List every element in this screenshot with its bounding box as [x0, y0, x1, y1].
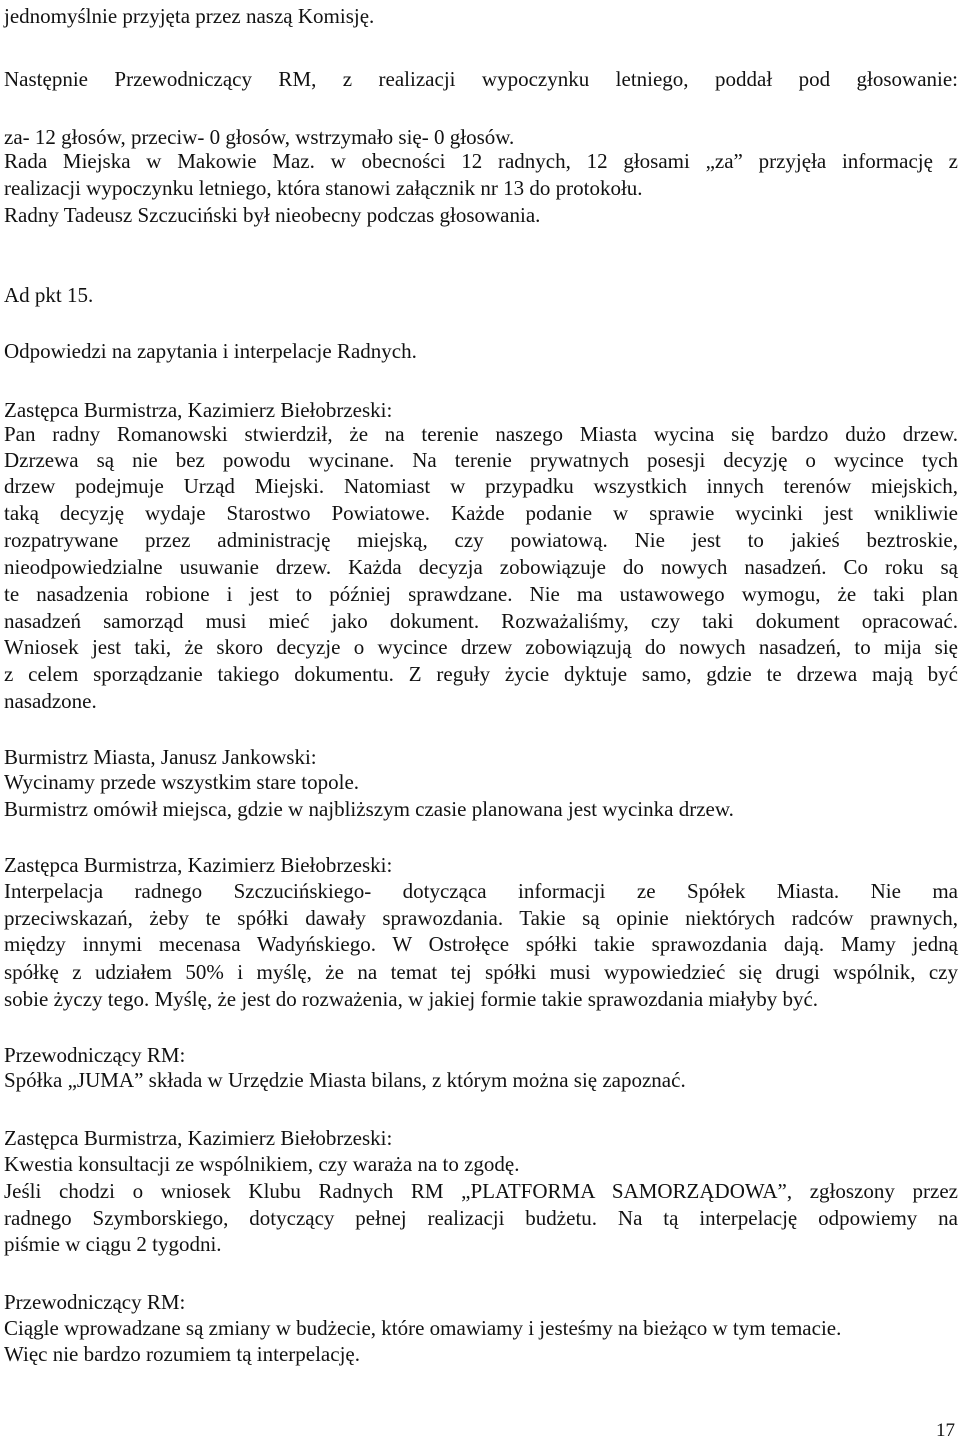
text-line: realizacji wypoczynku letniego, która stanowi załącznik nr 13 do protokołu.: [4, 176, 643, 200]
text-line: taką decyzję wydaje Starostwo Powiatowe. Każde podanie w sprawie wycinki jest wnikliwie: [4, 501, 958, 525]
text-line: nasadzeń samorząd musi mieć jako dokument. Rozważaliśmy, czy taki dokument opracować.: [4, 609, 958, 633]
speaker-label: Zastępca Burmistrza, Kazimierz Biełobrzeski:: [4, 1126, 393, 1150]
text-line: Jeśli chodzi o wniosek Klubu Radnych RM „PLATFORMA SAMORZĄDOWA”, zgłoszony przez: [4, 1179, 958, 1203]
text-line: Wycinamy przede wszystkim stare topole.: [4, 770, 360, 794]
text-line: piśmie w ciągu 2 tygodni.: [4, 1232, 222, 1256]
text-line: Więc nie bardzo rozumiem tą interpelację.: [4, 1342, 360, 1366]
text-line: Interpelacja radnego Szczucińskiego- dotycząca informacji ze Spółek Miasta. Nie ma: [4, 879, 958, 903]
speaker-label: Przewodniczący RM:: [4, 1290, 186, 1314]
text-line: Radny Tadeusz Szczuciński był nieobecny podczas głosowania.: [4, 203, 541, 227]
text-line: Wniosek jest taki, że skoro decyzje o wycince drzew zobowiązują do nowych nasadzeń, to mija się: [4, 635, 958, 659]
text-line: nieodpowiedzialne usuwanie drzew. Każda decyzja zobowiązuje do nowych nasadzeń. Co roku są: [4, 555, 958, 579]
text-line: nasadzone.: [4, 689, 97, 713]
text-line: przeciwskazań, żeby te spółki dawały sprawozdania. Takie są opinie niektórych radców prawnych,: [4, 906, 958, 930]
text-line: sobie życzy tego. Myślę, że jest do rozważenia, w jakiej formie takie sprawozdania miałyby być.: [4, 987, 819, 1011]
page-number: 17: [936, 1420, 955, 1441]
text-line: Spółka „JUMA” składa w Urzędzie Miasta bilans, z którym można się zapoznać.: [4, 1068, 686, 1092]
text-line: Burmistrz omówił miejsca, gdzie w najbliższym czasie planowana jest wycinka drzew.: [4, 797, 734, 821]
text-line: jednomyślnie przyjęta przez naszą Komisję.: [4, 4, 375, 28]
text-line: spółkę z udziałem 50% i myślę, że na temat tej spółki musi wypowiedzieć się drugi wspólnik, czy: [4, 960, 958, 984]
speaker-label: Zastępca Burmistrza, Kazimierz Biełobrzeski:: [4, 853, 393, 877]
text-line: Pan radny Romanowski stwierdził, że na terenie naszego Miasta wycina się bardzo dużo drzew.: [4, 422, 958, 446]
text-line: drzew podejmuje Urząd Miejski. Natomiast w przypadku wszystkich innych terenów miejskich,: [4, 474, 958, 498]
text-line: rozpatrywane przez administrację miejską, czy powiatową. Nie jest to jakieś beztroskie,: [4, 528, 958, 552]
speaker-label: Przewodniczący RM:: [4, 1043, 186, 1067]
speaker-label: Zastępca Burmistrza, Kazimierz Biełobrzeski:: [4, 398, 393, 422]
text-line: te nasadzenia robione i jest to później sprawdzane. Nie ma ustawowego wymogu, że taki plan: [4, 582, 958, 606]
text-line: za- 12 głosów, przeciw- 0 głosów, wstrzymało się- 0 głosów.: [4, 125, 515, 149]
section-heading: Ad pkt 15.: [4, 283, 94, 307]
text-line: z celem sporządzanie takiego dokumentu. Z reguły życie dyktuje samo, gdzie te drzewa mają być: [4, 662, 958, 686]
section-title: Odpowiedzi na zapytania i interpelacje Radnych.: [4, 339, 417, 363]
text-line: Rada Miejska w Makowie Maz. w obecności 12 radnych, 12 głosami „za” przyjęła informację z: [4, 149, 958, 173]
text-line: Dzrzewa są nie bez powodu wycinane. Na terenie prywatnych posesji decyzję o wycince tych: [4, 448, 958, 472]
speaker-label: Burmistrz Miasta, Janusz Jankowski:: [4, 745, 317, 769]
text-line: Następnie Przewodniczący RM, z realizacji wypoczynku letniego, poddał pod głosowanie:: [4, 67, 958, 91]
text-line: radnego Szymborskiego, dotyczący pełnej realizacji budżetu. Na tą interpelację odpowiemy na: [4, 1206, 958, 1230]
text-line: między innymi mecenasa Wadyńskiego. W Ostrołęce spółki takie sprawozdania dają. Mamy jedną: [4, 932, 958, 956]
text-line: Ciągle wprowadzane są zmiany w budżecie, które omawiamy i jesteśmy na bieżąco w tym temacie.: [4, 1316, 842, 1340]
text-line: Kwestia konsultacji ze wspólnikiem, czy waraża na to zgodę.: [4, 1152, 520, 1176]
